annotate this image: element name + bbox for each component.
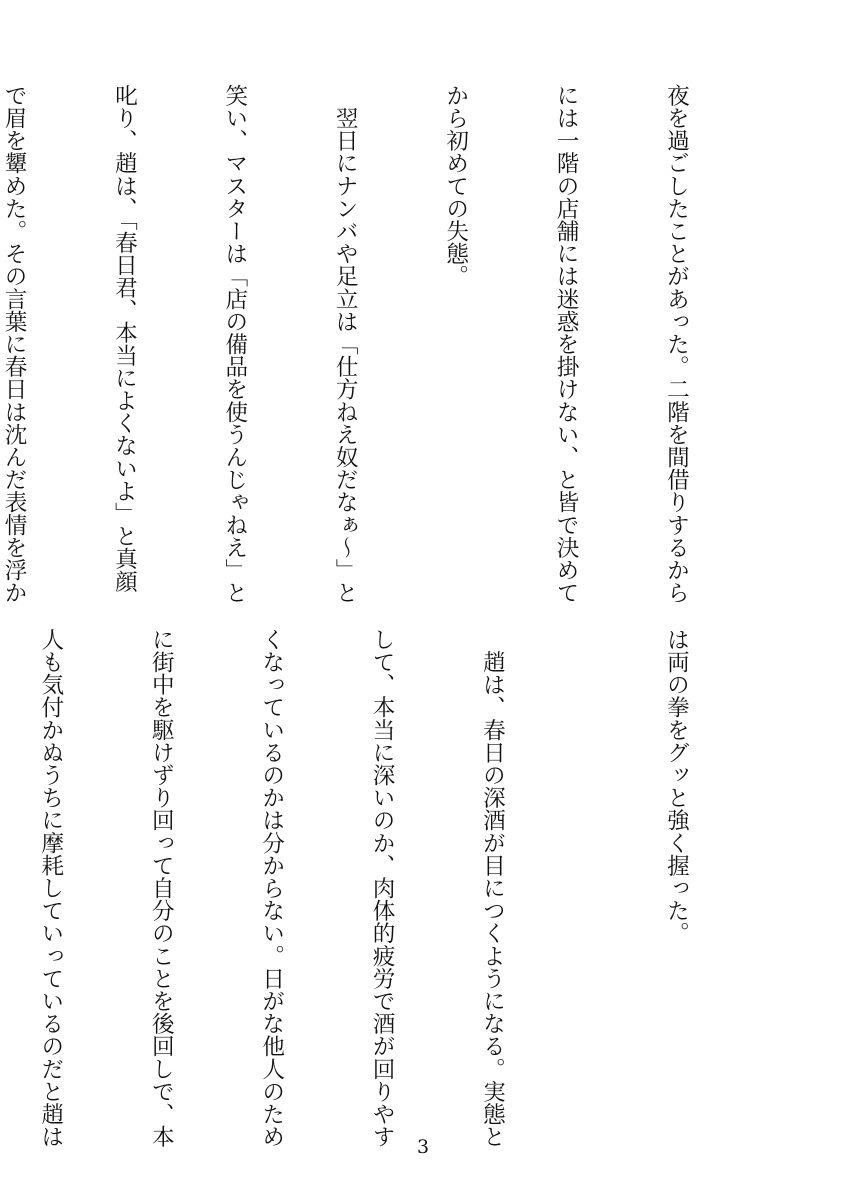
text-line: 叱り、趙は、「春日君、本当によくないよ」と真顔 [111, 84, 138, 593]
text-line: 人も気付かぬうちに摩耗していっているのだと趙は [37, 628, 64, 1148]
text-block-lower [37, 628, 768, 1148]
text-line: は両の拳をグッと強く握った。 [663, 628, 690, 945]
text-line: くなっているのかは分からない。日がな他人のため [258, 628, 285, 1148]
text-line: から初めての失態。 [442, 84, 469, 288]
text-line: 翌日にナンバや足立は「仕方ねえ奴だなぁ〜」と [332, 84, 359, 604]
text-block-upper [1, 84, 768, 604]
text-line: して、本当に深いのか、肉体的疲労で酒が回りやす [369, 628, 396, 1148]
text-line: に街中を駆けずり回って自分のことを後回しで、本 [148, 628, 175, 1148]
text-line: で眉を顰めた。その言葉に春日は沈んだ表情を浮か [1, 84, 28, 604]
page-number: 3 [416, 1136, 430, 1158]
text-line: 夜を過ごしたことがあった。二階を間借りするから [663, 84, 690, 604]
text-line: 趙は、春日の深酒が目につくようになる。実態と [479, 628, 506, 1148]
text-line: 笑い、マスターは「店の備品を使うんじゃねえ」と [221, 84, 248, 604]
text-line: には一階の店舗には迷惑を掛けない、と皆で決めて [553, 84, 580, 604]
